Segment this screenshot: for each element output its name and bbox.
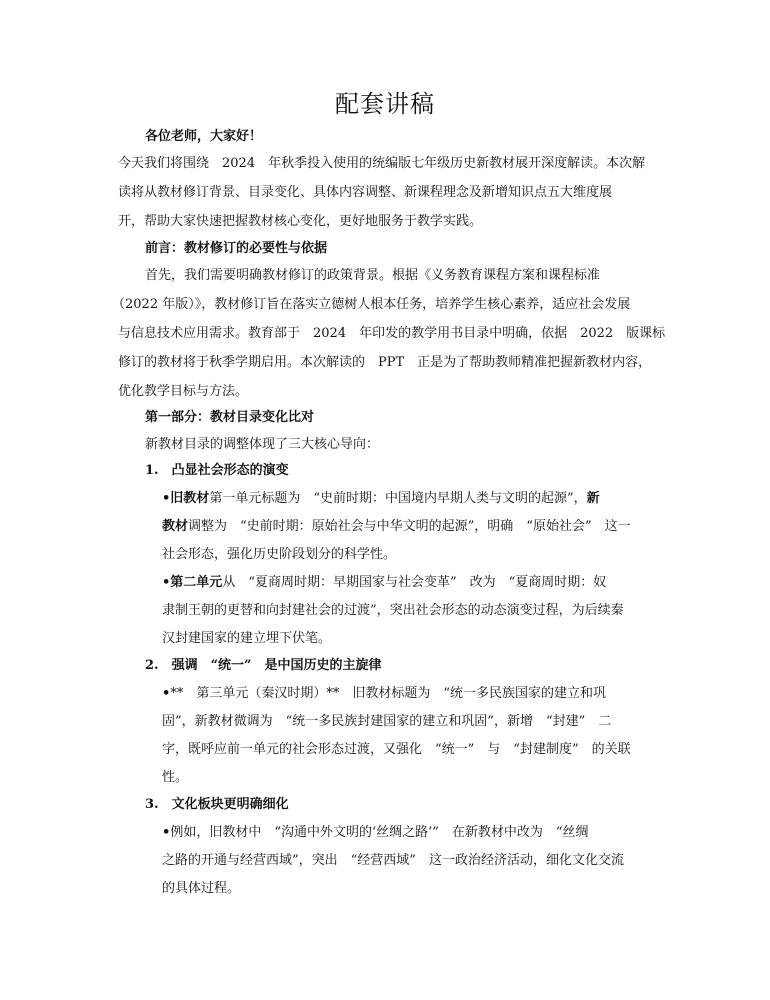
item2-bullet1-text: ** 第三单元（秦汉时期）** 旧教材标题为 “统一多民族国家的建立和巩 bbox=[170, 686, 606, 701]
item3-bullet1-line1 bbox=[162, 824, 589, 842]
item1-bullet2-line1 bbox=[162, 574, 606, 592]
page-title: 配套讲稿 bbox=[335, 90, 435, 118]
item3-bullet1-text: 例如，旧教材中 “沟通中外文明的‘丝绸之路’” 在新教材中改为 “丝绸 bbox=[170, 825, 589, 840]
item1-bullet1-bold-old: •旧教材 bbox=[162, 491, 210, 506]
item1-bullet1-line3: 社会形态，强化历史阶段划分的科学性。 bbox=[162, 547, 397, 562]
intro-line-3: 开，帮助大家快速把握教材核心变化，更好地服务于教学实践。 bbox=[118, 214, 483, 229]
item1-bullet1-line2 bbox=[162, 518, 631, 536]
item2-heading: 2. 强调 “统一” 是中国历史的主旋律 bbox=[145, 658, 382, 673]
item2-bullet-mark: • bbox=[162, 686, 171, 701]
greeting: 各位老师，大家好！ bbox=[145, 129, 263, 144]
preface-line-4: 修订的教材将于秋季学期启用。本次解读的 PPT 正是为了帮助教师精准把握新教材内容， bbox=[118, 355, 652, 370]
item3-bullet1-line2: 之路的开通与经营西域”，突出 “经营西域” 这一政治经济活动，细化文化交流 bbox=[162, 853, 624, 868]
item1-bullet2-line2: 隶制王朝的更替和向封建社会的过渡”，突出社会形态的动态演变过程，为后续秦 bbox=[162, 603, 624, 618]
item1-bullet1-line2-text: 调整为 “史前时期：原始社会与中华文明的起源”，明确 “原始社会” 这一 bbox=[188, 519, 631, 534]
item3-bullet1-line3: 的具体过程。 bbox=[162, 881, 241, 896]
preface-line-2: （2022 年版）》，教材修订旨在落实立德树人根本任务，培养学生核心素养，适应社会发展 bbox=[112, 297, 631, 312]
item1-heading: 1. 凸显社会形态的演变 bbox=[145, 463, 289, 478]
part1-heading: 第一部分：教材目录变化比对 bbox=[145, 410, 315, 425]
intro-line-1: 今天我们将围绕 2024 年秋季投入使用的统编版七年级历史新教材展开深度解读。本次解 bbox=[118, 156, 646, 171]
intro-line-2: 读将从教材修订背景、目录变化、具体内容调整、新课程理念及新增知识点五大维度展 bbox=[118, 185, 613, 200]
item1-bullet1-text: 第一单元标题为 “史前时期：中国境内早期人类与文明的起源”， bbox=[209, 491, 587, 506]
item2-bullet1-line3: 字，既呼应前一单元的社会形态过渡，又强化 “统一” 与 “封建制度” 的关联 bbox=[162, 742, 631, 757]
item2-bullet1-line2: 固”，新教材微调为 “统一多民族封建国家的建立和巩固”，新增 “封建” 二 bbox=[162, 714, 612, 729]
item1-bullet2-line3: 汉封建国家的建立埋下伏笔。 bbox=[162, 631, 332, 646]
preface-line-3: 与信息技术应用需求。教育部于 2024 年印发的教学用书目录中明确，依据 2022 版课标 bbox=[118, 326, 666, 341]
preface-line-5: 优化教学目标与方法。 bbox=[118, 384, 249, 399]
item1-bullet1-line1 bbox=[162, 490, 600, 508]
item2-bullet1-line4: 性。 bbox=[162, 770, 189, 785]
item1-bullet1-bold-new: 新 bbox=[586, 491, 600, 506]
part1-intro: 新教材目录的调整体现了三大核心导向： bbox=[145, 437, 380, 452]
item3-heading: 3. 文化板块更明确细化 bbox=[145, 797, 289, 812]
item2-bullet1-line1 bbox=[162, 685, 606, 703]
preface-line-1: 首先，我们需要明确教材修订的政策背景。根据《义务教育课程方案和课程标准 bbox=[145, 268, 601, 283]
item1-bullet2-text: 从 “夏商周时期：早期国家与社会变革” 改为 “夏商周时期：奴 bbox=[222, 575, 607, 590]
preface-heading: 前言：教材修订的必要性与依据 bbox=[145, 241, 328, 256]
item3-bullet-mark: • bbox=[162, 825, 171, 840]
item1-bullet2-bold: •第二单元 bbox=[162, 575, 223, 590]
item1-bullet1-bold-textbook: 教材 bbox=[162, 519, 189, 534]
